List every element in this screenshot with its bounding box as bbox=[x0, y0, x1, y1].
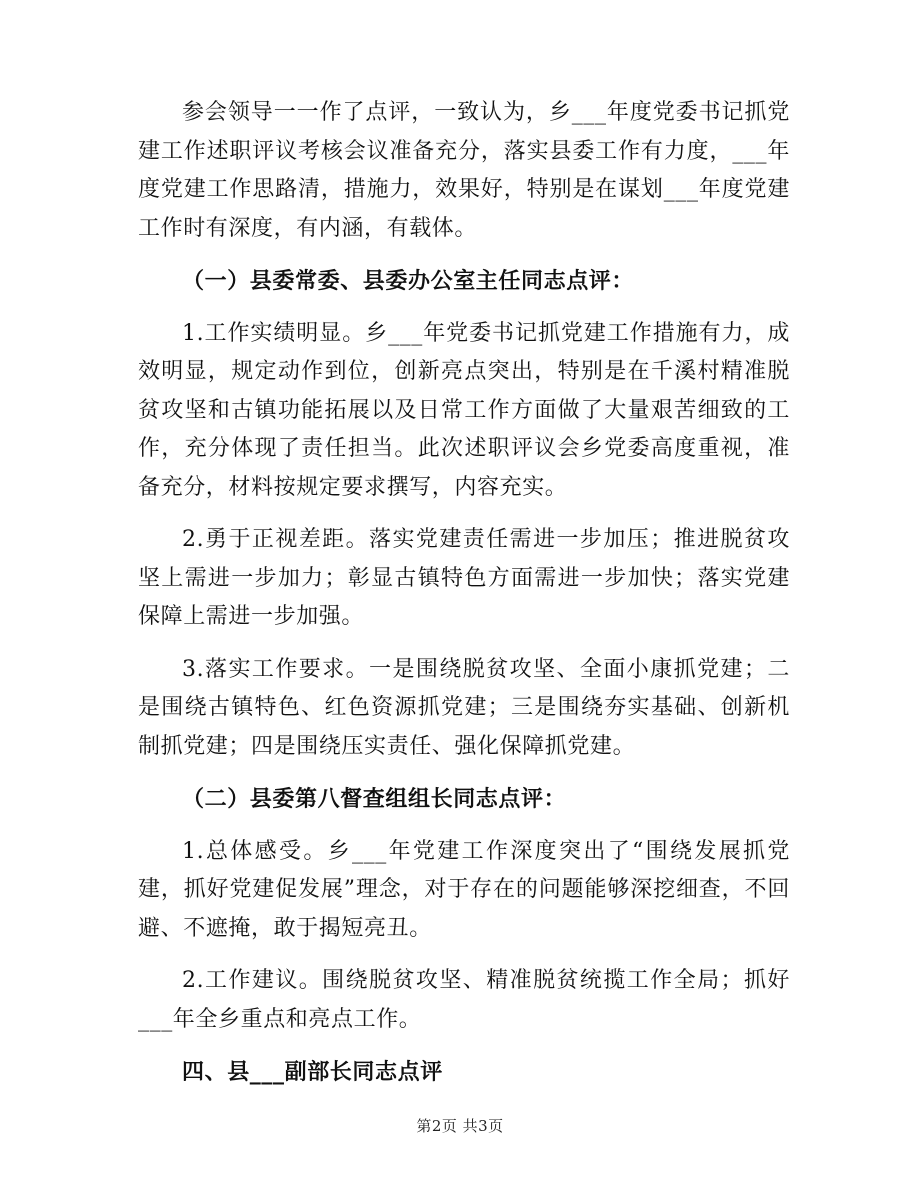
document-body bbox=[138, 94, 790, 1092]
list-item-2-1: 1.总体感受。乡___年党建工作深度突出了“围绕发展抓党建，抓好党建促发展”理念，对于存在的问题能够深挖细查，不回避、不遮掩，敢于揭短亮丑。 bbox=[138, 838, 790, 941]
list-item-1-1: 1.工作实绩明显。乡___年党委书记抓党建工作措施有力，成效明显，规定动作到位，创新亮点突出，特别是在千溪村精准脱贫攻坚和古镇功能拓展以及日常工作方面做了大量艰苦细致的工作，充分体现了责任担当。此次述职评议会乡党委高度重视，准备充分，材料按规定要求撰写，内容充实。 bbox=[138, 320, 790, 500]
list-item-2-2: 2.工作建议。围绕脱贫攻坚、精准脱贫统揽工作全局；抓好___年全乡重点和亮点工作。 bbox=[138, 968, 790, 1032]
intro-paragraph: 参会领导一一作了点评，一致认为，乡___年度党委书记抓党建工作述职评议考核会议准备充分，落实县委工作有力度，___年度党建工作思路清，措施力，效果好，特别是在谋划___年度党建工作时有深度，有内涵，有载体。 bbox=[138, 100, 790, 241]
section-heading-4: 四、县___副部长同志点评 bbox=[182, 1059, 443, 1085]
list-item-1-2: 2.勇于正视差距。落实党建责任需进一步加压；推进脱贫攻坚上需进一步加力；彰显古镇特色方面需进一步加快；落实党建保障上需进一步加强。 bbox=[138, 527, 790, 629]
section-heading-2: （二）县委第八督查组组长同志点评： bbox=[182, 786, 567, 812]
page-number-footer: 第2页 共3页 bbox=[416, 1117, 504, 1135]
section-heading-1: （一）县委常委、县委办公室主任同志点评： bbox=[182, 268, 635, 294]
list-item-1-3: 3.落实工作要求。一是围绕脱贫攻坚、全面小康抓党建；二是围绕古镇特色、红色资源抓党建；三是围绕夯实基础、创新机制抓党建；四是围绕压实责任、强化保障抓党建。 bbox=[138, 656, 790, 759]
